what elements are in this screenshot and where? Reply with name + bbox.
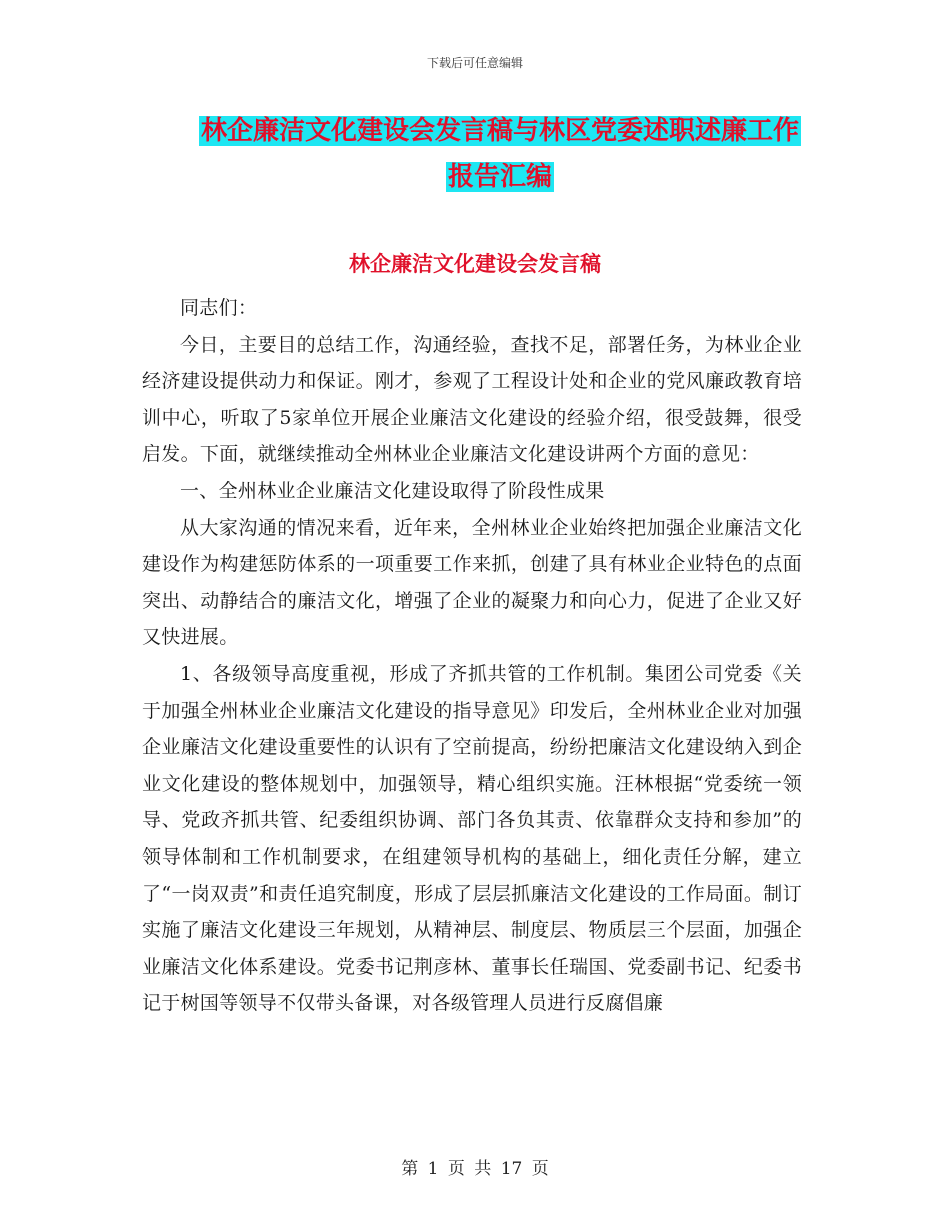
section-title: 林企廉洁文化建设会发言稿 xyxy=(349,252,601,276)
document-body xyxy=(142,290,802,1022)
paragraph-point-1: 1、各级领导高度重视，形成了齐抓共管的工作机制。集团公司党委《关于加强全州林业企业廉洁文化建设的指导意见》印发后，全州林业企业对加强企业廉洁文化建设重要性的认识有了空前提高，纷纷把廉洁文化建设纳入到企业文化建设的整体规划中，加强领导，精心组织实施。汪林根据“党委统一领导、党政齐抓共管、纪委组织协调、部门各负其责、依靠群众支持和参加”的领导体制和工作机制要求，在组建领导机构的基础上，细化责任分解，建立了“一岗双责”和责任追究制度，形成了层层抓廉洁文化建设的工作局面。制订实施了廉洁文化建设三年规划，从精神层、制度层、物质层三个层面，加强企业廉洁文化体系建设。党委书记荆彦林、董事长任瑞国、党委副书记、纪委书记于树国等领导不仅带头备课，对各级管理人员进行反腐倡廉 xyxy=(142,662,802,1015)
paragraph-heading-1: 一、全州林业企业廉洁文化建设取得了阶段性成果 xyxy=(180,479,605,502)
paragraph-salutation: 同志们： xyxy=(180,297,258,319)
page-footer: 第 1 页 共 17 页 xyxy=(401,1159,549,1179)
paragraph-overview: 从大家沟通的情况来看，近年来，全州林业企业始终把加强企业廉洁文化建设作为构建惩防体系的一项重要工作来抓，创建了具有林业企业特色的点面突出、动静结合的廉洁文化，增强了企业的凝聚力和向心力，促进了企业又好又快进展。 xyxy=(142,516,802,649)
document-title xyxy=(140,108,860,200)
paragraph-intro: 今日，主要目的总结工作，沟通经验，查找不足，部署任务，为林业企业经济建设提供动力和保证。刚才，参观了工程设计处和企业的党风廉政教育培训中心，听取了5家单位开展企业廉洁文化建设的经验介绍，很受鼓舞，很受启发。下面，就继续推动全州林业企业廉洁文化建设讲两个方面的意见： xyxy=(142,333,802,466)
header-note: 下载后可任意编辑 xyxy=(426,56,523,70)
document-title-line-1: 林企廉洁文化建设会发言稿与林区党委述职述廉工作 xyxy=(200,116,799,146)
document-title-line-2: 报告汇编 xyxy=(447,162,552,192)
